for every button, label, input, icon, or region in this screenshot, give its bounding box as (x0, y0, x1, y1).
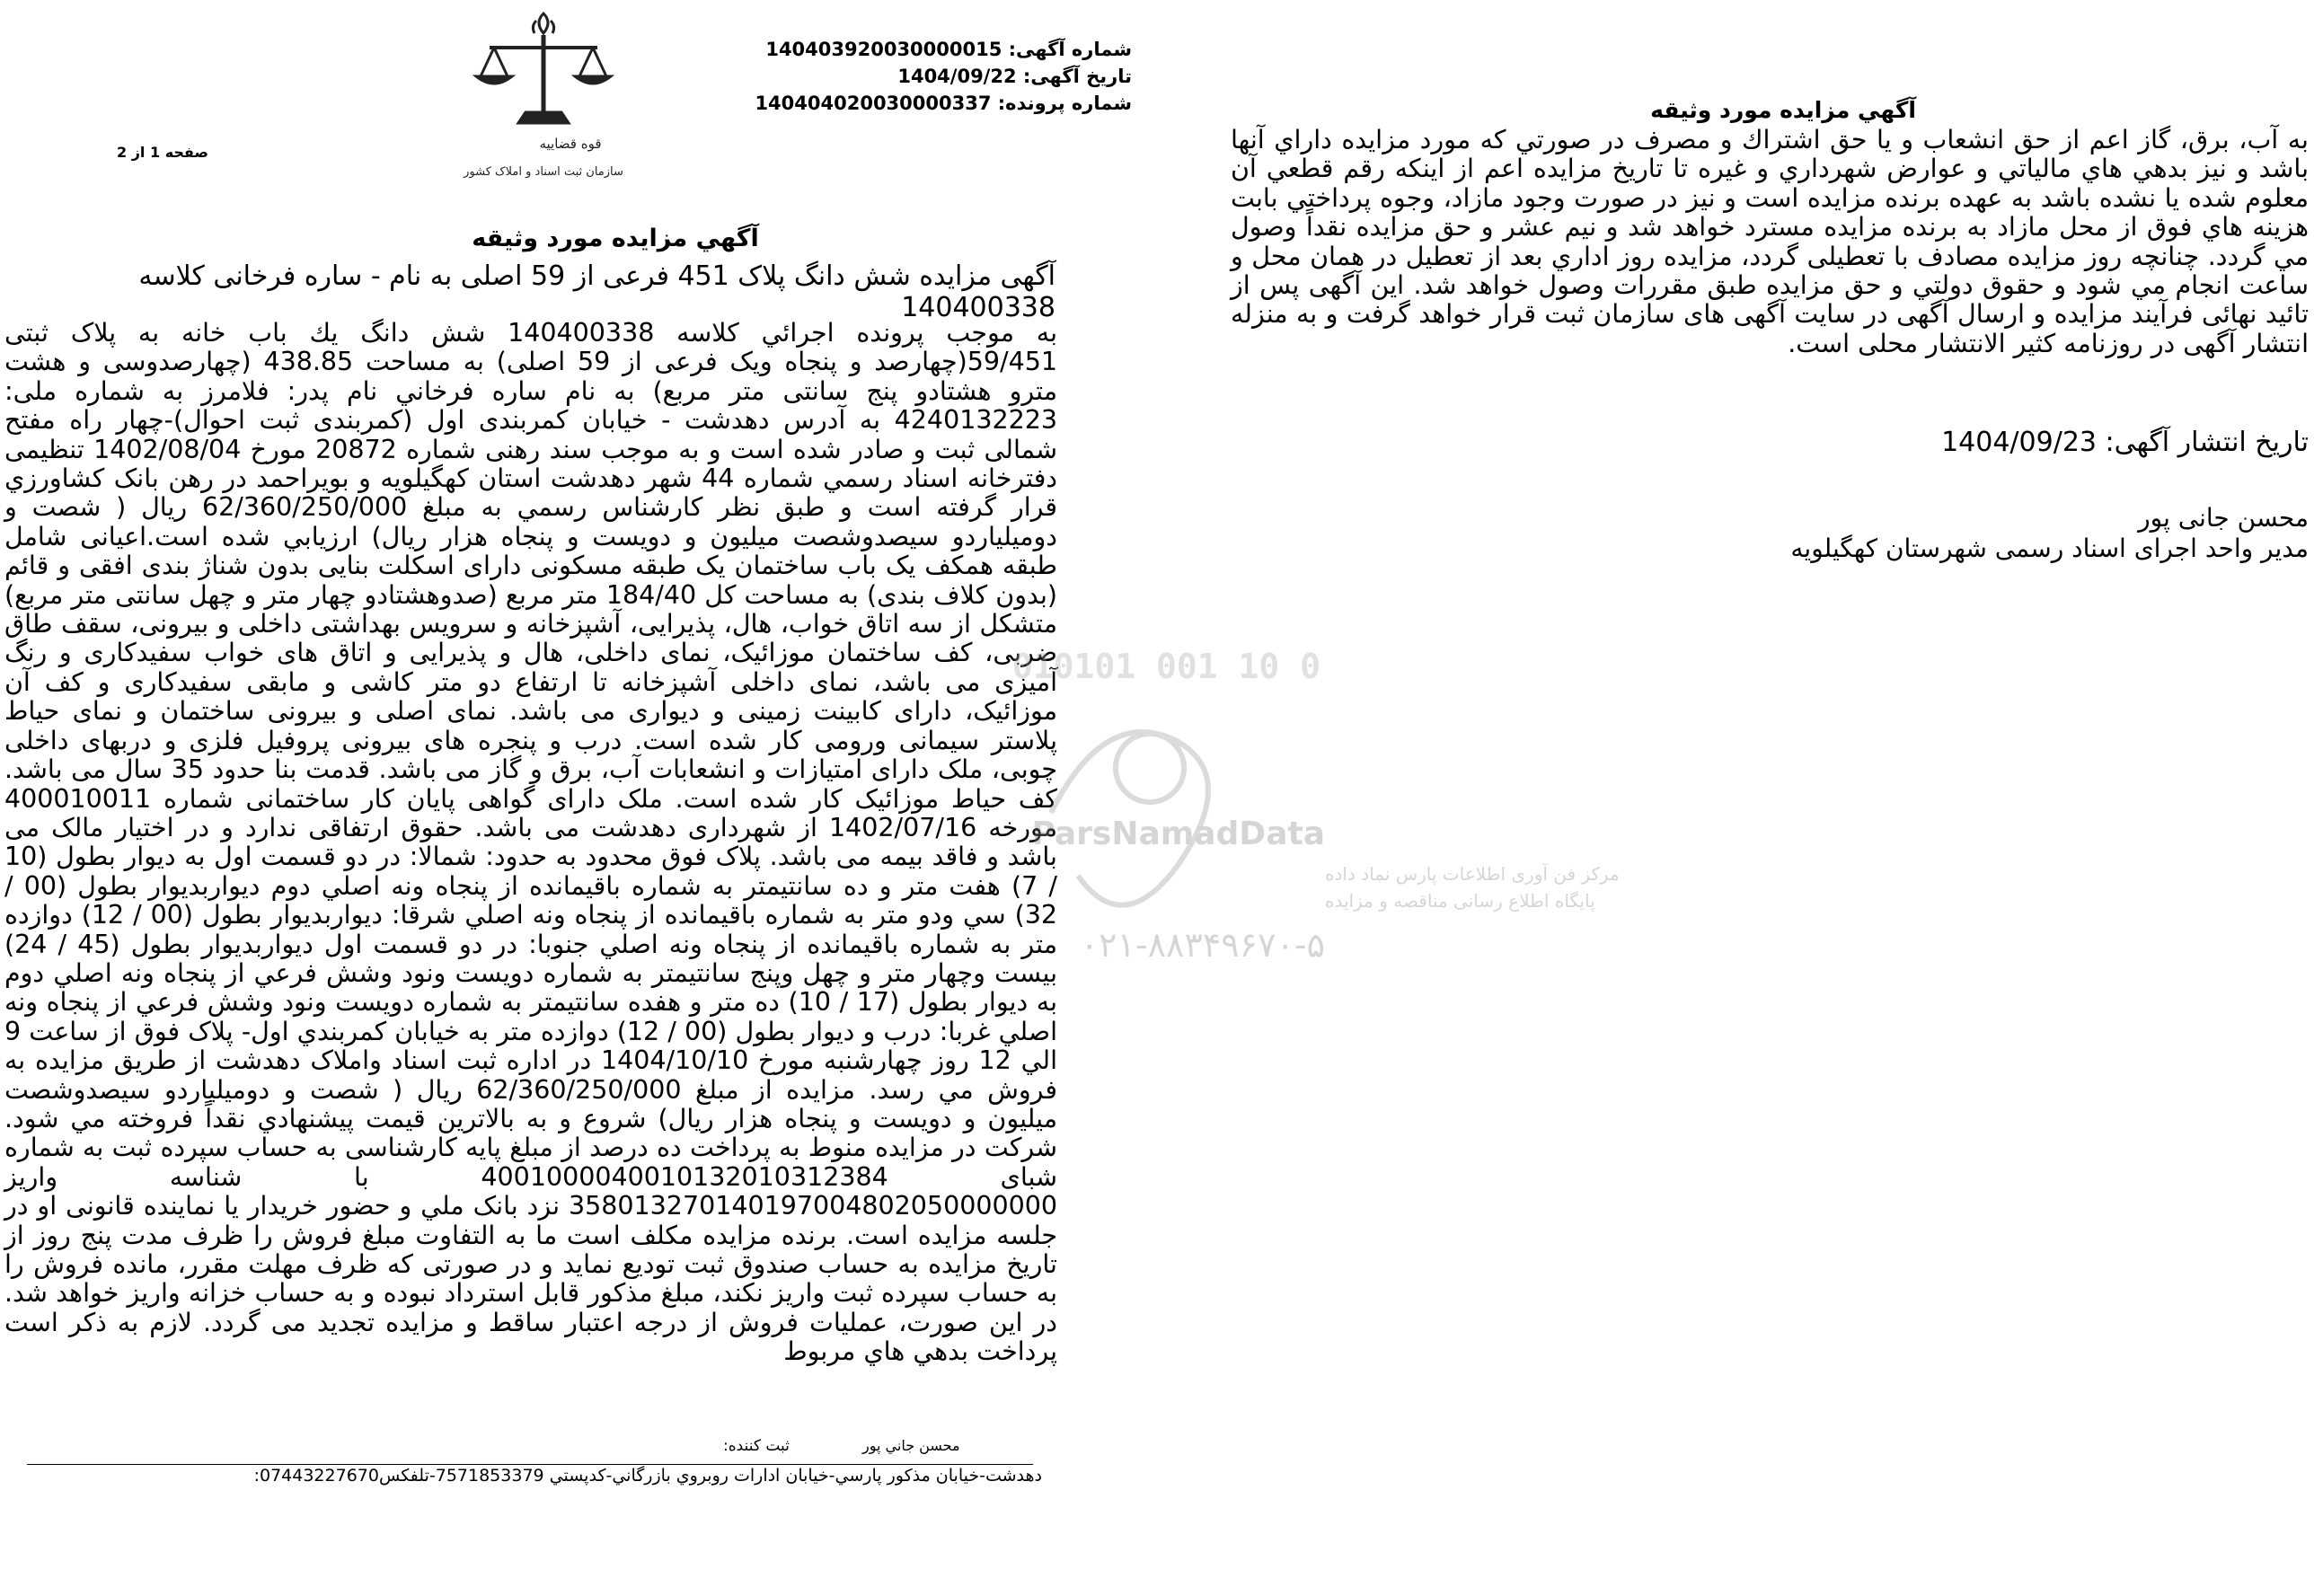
case-number-label: شماره پرونده: (997, 93, 1132, 114)
ad-number: 140403920030000015 (765, 39, 1003, 60)
office-address: دهدشت-خيابان مذكور پارسي-خيابان ادارات روبروي بازرگاني-كدپستي 7571853379-تلفكس07443227670: (253, 1466, 1042, 1486)
watermark-phone: ۰۲۱-۸۸۳۴۹۶۷۰-۵ (1080, 925, 1325, 965)
registrar-label: ثبت کننده: (723, 1437, 790, 1455)
parsnamad-watermark-icon (1011, 633, 1620, 992)
right-title: آگهي مزايده مورد وثيقه (1650, 97, 1916, 123)
svg-text:سازمان ثبت اسناد و املاک کشور: سازمان ثبت اسناد و املاک کشور (464, 165, 623, 179)
ad-date-row (701, 63, 1132, 90)
ad-meta (701, 36, 1132, 117)
left-subtitle: آگهی مزایده شش دانگ پلاک 451 فرعی از 59 اصلی به نام - ساره فرخانی کلاسه 140400338 (138, 260, 1056, 323)
watermark-line2: پایگاه اطلاع رسانی مناقصه و مزایده (1325, 890, 1595, 912)
publish-date-row (1527, 427, 2309, 458)
signer-title: مدير واحد اجرای اسناد رسمی شهرستان کهگيلويه (1790, 533, 2309, 563)
left-body-text: به موجب پرونده اجرائي كلاسه 140400338 شش دانگ يك باب خانه به پلاک ثبتی 59/451(چهارصد و پنجاه ویک فرعی از 59 اصلی) به مساحت 438.85 (چهارصدوسی و هشت مترو هشتادو پنج سانتی متر مربع) به نام ساره فرخاني نام پدر: فلامرز به شماره ملی: 4240132223 به آدرس دهدشت - خیابان کمربندی اول (کمربندی ثبت احوال)-چهار راه مفتح شمالی ثبت و صادر شده است و به موجب سند رهنی شماره 20872 مورخ 1402/08/04 تنظيمی دفترخانه اسناد رسمي شماره 44 شهر دهدشت استان کهگیلویه و بویراحمد در رهن بانک کشاورزي قرار گرفته است و طبق نظر کارشناس رسمي به مبلغ 62/360/250/000 ريال ( شصت و دوميلياردو سيصدوشصت ميليون و دويست و پنجاه هزار ريال) ارزيابي شده است.اعیانی شامل طبقه همکف یک باب ساختمان یک طبقه مسکونی دارای اسکلت بنایی بدون شناژ بندی افقی و قائم (بدون کلاف بندی) به مساحت کل 184/40 متر مربع (صدوهشتادو چهار متر و چهل سانتی متر مربع) متشکل از سه اتاق خواب، هال، پذیرایی، آشپزخانه و سرویس بهداشتی داخلی و بیرونی، سقف طاق ضربی، کف ساختمان موزائیک، نمای داخلی، هال و پذیرایی و اتاق های خواب سفیدکاری و رنگ آمیزی می باشد، نمای داخلی آشپزخانه تا ارتفاع دو متر کاشی و مابقی سفیدکاری و کف آن موزائیک، دارای کابینت زمینی و دیواری می باشد. نمای اصلی و بیرونی ساختمان و نمای حیاط پلاستر سیمانی ورومی کار شده است. درب و پنجره های بیرونی پروفیل فلزی و دربهای داخلی چوبی، ملک دارای امتیازات و انشعابات آب، برق و گاز می باشد. قدمت بنا حدود 35 سال می باشد. کف حیاط موزائیک کار شده است. ملک دارای گواهی پایان کار ساختمانی شماره 400010011 مورخه 1402/07/16 از شهرداری دهدشت می باشد. حقوق ارتفاقی ندارد و در اختیار مالک می باشد و فاقد بیمه می باشد. پلاک فوق محدود به حدود: شمالا: در دو قسمت اول به ديوار بطول (10 / 7) هفت متر و ده سانتيمتر به شماره باقيمانده از پنجاه ونه اصلي دوم ديواربديوار بطول (00 / 32) سي ودو متر به شماره باقيمانده از پنجاه ونه اصلي شرقا: ديواربديوار بطول (00 / 12) دوازده متر به شماره باقيمانده از پنجاه ونه اصلي جنوبا: در دو قسمت اول ديواربديوار بطول (45 / 24) بيست وچهار متر و چهل وپنج سانتيمتر به شماره دويست ونود وشش فرعي از پنجاه ونه اصلي دوم به ديوار بطول (17 / 10) ده متر و هفده سانتيمتر به شماره دويست ونود وشش فرعي از پنجاه ونه اصلي غربا: درب و ديوار بطول (00 / 12) دوازده متر به خيابان كمربندي اول- پلاک فوق از ساعت 9 الي 12 روز چهارشنبه مورخ 1404/10/10 در اداره ثبت اسناد واملاک دهدشت از طريق مزايده به فروش مي رسد. مزايده از مبلغ 62/360/250/000 ريال ( شصت و دوميلياردو سيصدوشصت ميليون و دويست و پنجاه هزار ريال) شروع و به بالاترين قيمت پيشنهادي نقداً فروخته مي شود. شرکت در مزايده منوط به پرداخت ده درصد از مبلغ پايه کارشناسی به حساب سپرده ثبت به شماره شبای 4001000040010132010312384 با شناسه واريز 358013270140197004802050000000 نزد بانک ملي و حضور خريدار يا نماينده قانونی او در جلسه مزايده است. برنده مزايده مکلف است ما به التفاوت مبلغ فروش را ظرف مدت پنج روز از تاريخ مزايده به حساب صندوق ثبت توديع نمايد و در صورتی که ظرف مهلت مقرر، مانده فروش را به حساب سپرده ثبت واريز نکند، مبلغ مذکور قابل استرداد نبوده و به حساب خزانه واريز خواهد شد. در اين صورت، عمليات فروش از درجه اعتبار ساقط و مزايده تجديد می گردد. لازم به ذکر است پرداخت بدهي هاي مربوط (4, 318, 1058, 1367)
page-indicator: صفحه 1 از 2 (117, 144, 208, 161)
watermark-digits: 010101 001 10 0 (1011, 647, 1320, 686)
publish-date: 1404/09/23 (1941, 427, 2097, 458)
signer-block (1527, 503, 2309, 564)
case-number: 140404020030000337 (755, 93, 992, 114)
case-number-row (701, 90, 1132, 117)
ad-date: 1404/09/22 (897, 66, 1017, 87)
publish-date-label: تاريخ انتشار آگهی: (2105, 427, 2309, 458)
watermark-line1: مرکز فن آوری اطلاعات پارس نماد داده (1325, 863, 1620, 885)
left-title: آگهي مزايده مورد وثيقه (472, 225, 759, 252)
judiciary-emblem-icon (454, 4, 638, 184)
svg-text:قوه قضاییه: قوه قضاییه (539, 136, 602, 152)
watermark-brand: ParsNamadData (1031, 816, 1325, 852)
ad-date-label: تاریخ آگهی: (1022, 66, 1132, 87)
footer-divider (27, 1464, 1033, 1465)
ad-number-label: شماره آگهی: (1008, 39, 1132, 60)
ad-number-row (701, 36, 1132, 63)
right-body-text: به آب، برق، گاز اعم از حق انشعاب و يا حق اشتراك و مصرف در صورتي كه مورد مزايده داراي آنها باشد و نيز بدهي هاي مالياتي و عوارض شهرداري و غيره تا تاريخ مزايده اعم از اينكه رقم قطعي آن معلوم شده يا نشده باشد به عهده برنده مزايده است و نيز در صورت وجود مازاد، وجوه پرداختي بابت هزينه هاي فوق از محل مازاد به برنده مزايده مسترد خواهد شد و نيم عشر و حق مزايده نقداً وصول مي گردد. چنانچه روز مزايده مصادف با تعطيلی گردد، مزايده روز اداري بعد از تعطيل در همان محل و ساعت انجام مي شود و حقوق دولتي و حق مزايده طبق مقررات وصول خواهد شد. اين آگهی پس از تائيد نهائی فرآيند مزايده و ارسال آگهی در سايت آگهی های سازمان ثبت قرار خواهد گرفت و به منزله انتشار آگهی در روزنامه کثير الانتشار محلی است. (1231, 125, 2309, 358)
registrar-name: محسن جاني پور (862, 1437, 960, 1454)
signer-name: محسن جانی پور (2138, 503, 2309, 533)
